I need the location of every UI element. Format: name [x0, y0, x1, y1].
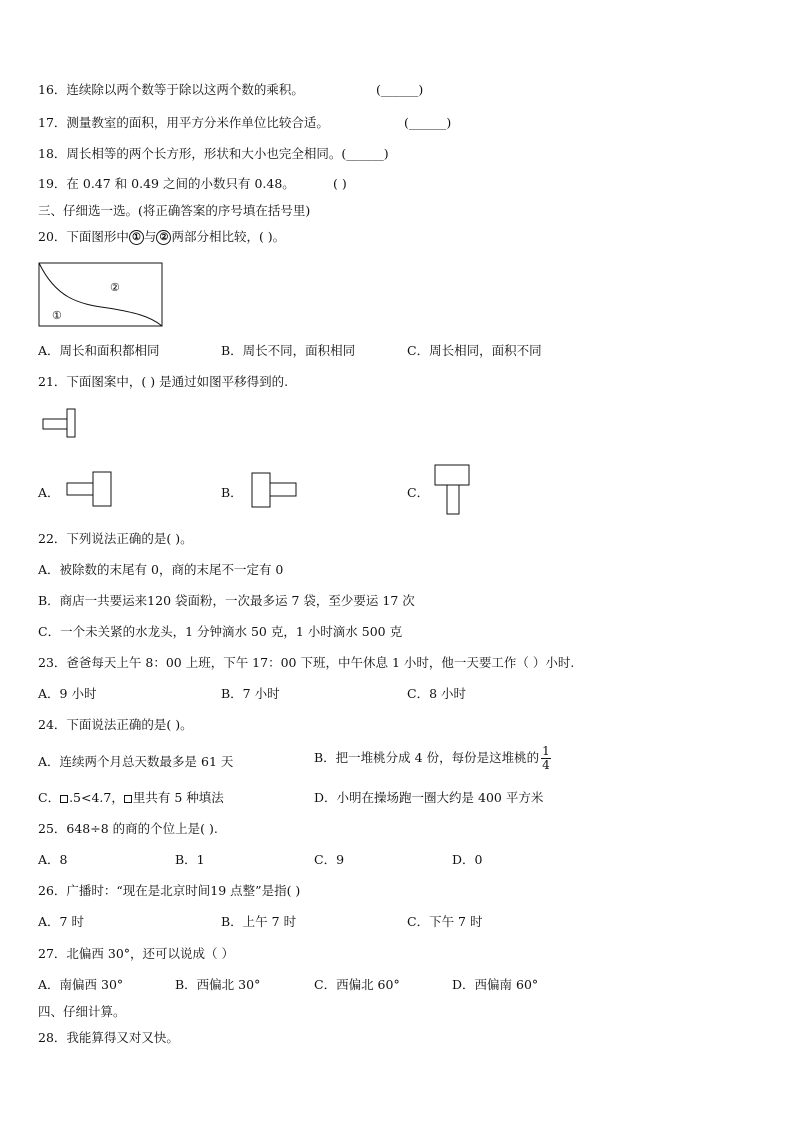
question-number: 22．	[38, 531, 67, 546]
question-text: 下面说法正确的是( )。	[66, 717, 193, 732]
question-17	[38, 115, 329, 131]
option-a: A．被除数的末尾有 0，商的末尾不一定有 0	[38, 562, 284, 577]
question-text: 我能算得又对又快。	[66, 1030, 179, 1045]
option-a: A．	[38, 485, 60, 500]
question-number: 17．	[38, 115, 67, 130]
option-a: A．7 时	[38, 914, 84, 929]
question-22	[38, 531, 193, 547]
option-a-shape	[66, 471, 114, 507]
answer-blank: (______)	[404, 115, 452, 130]
option-b: B．西偏北 30°	[175, 977, 261, 992]
question-number: 27．	[38, 946, 67, 961]
question-19	[38, 176, 295, 192]
question-23	[38, 655, 574, 671]
question-text: 爸爸每天上午 8：00 上班，下午 17：00 下班，中午休息 1 小时，他一天要工作（ ）小时.	[66, 655, 575, 670]
answer-blank: ( )	[333, 176, 347, 191]
option-b-text: B．把一堆桃分成 4 份，每份是这堆桃的	[314, 750, 540, 765]
question-text: 周长相等的两个长方形，形状和大小也完全相同。	[66, 146, 342, 161]
question-text: 下面图形中	[66, 229, 129, 244]
question-text: 下列说法正确的是( )。	[66, 531, 193, 546]
option-b-shape	[251, 472, 301, 508]
question-text: 广播时：“现在是北京时间19 点整”是指( )	[66, 883, 301, 898]
fraction-denominator: 4	[542, 758, 550, 772]
question-text: 测量教室的面积，用平方分米作单位比较合适。	[66, 115, 329, 130]
option-c: C．9	[314, 852, 345, 867]
circled-1: ①	[129, 230, 144, 245]
fraction-one-quarter	[541, 745, 551, 772]
question-text: 在 0.47 和 0.49 之间的小数只有 0.48。	[66, 176, 295, 191]
blank-box-icon	[60, 795, 68, 803]
question-26	[38, 883, 300, 899]
question-16	[38, 82, 304, 98]
option-c: C．西偏北 60°	[314, 977, 400, 992]
option-c-label: C．	[38, 790, 61, 805]
section-heading-4: 四、仔细计算。	[38, 1004, 126, 1019]
blank-box-icon	[124, 795, 132, 803]
question-number: 26．	[38, 883, 67, 898]
option-b: B．周长不同，面积相同	[221, 343, 356, 358]
option-d: D．0	[452, 852, 483, 867]
option-b: B．7 小时	[221, 686, 280, 701]
option-c: C．下午 7 时	[407, 914, 483, 929]
question-18	[38, 146, 389, 162]
option-b: B．1	[175, 852, 205, 867]
option-c: C．8 小时	[407, 686, 466, 701]
option-c	[38, 790, 224, 806]
question-27	[38, 946, 234, 962]
question-24	[38, 717, 193, 733]
option-a: A．周长和面积都相同	[38, 343, 160, 358]
question-number: 24．	[38, 717, 67, 732]
option-a: A．9 小时	[38, 686, 97, 701]
question-number: 19．	[38, 176, 67, 191]
option-c-text: 里共有 5 种填法	[132, 790, 224, 805]
question-number: 28．	[38, 1030, 67, 1045]
region-1-label: ①	[52, 309, 62, 322]
circled-2: ②	[156, 230, 171, 245]
option-c: C．一个未关紧的水龙头，1 分钟滴水 50 克，1 小时滴水 500 克	[38, 624, 403, 639]
question-text: 两部分相比较，( )。	[171, 229, 286, 244]
question-28	[38, 1030, 179, 1046]
answer-blank: (______)	[376, 82, 424, 97]
question-number: 20．	[38, 229, 67, 244]
fraction-numerator: 1	[542, 744, 550, 758]
option-d: D．小明在操场跑一圈大约是 400 平方米	[314, 790, 544, 805]
question-number: 25．	[38, 821, 67, 836]
region-comparison-figure	[38, 262, 164, 328]
question-20	[38, 229, 285, 245]
question-text: 与	[143, 229, 157, 244]
option-c-text: .5<4.7，	[69, 790, 124, 805]
question-number: 18．	[38, 146, 67, 161]
question-number: 21．	[38, 374, 67, 389]
option-b	[314, 744, 551, 772]
question-number: 16．	[38, 82, 67, 97]
option-a: A．南偏西 30°	[38, 977, 124, 992]
answer-blank: (______)	[341, 146, 389, 161]
option-d: D．西偏南 60°	[452, 977, 539, 992]
option-b: B．	[221, 485, 243, 500]
option-a: A．连续两个月总天数最多是 61 天	[38, 754, 234, 769]
question-text: 下面图案中，( ) 是通过如图平移得到的.	[66, 374, 289, 389]
region-2-label: ②	[110, 281, 120, 294]
question-text: 北偏西 30°，还可以说成（ ）	[66, 946, 235, 961]
option-a: A．8	[38, 852, 68, 867]
option-b: B．商店一共要运来120 袋面粉，一次最多运 7 袋，至少要运 17 次	[38, 593, 415, 608]
section-heading-3: 三、仔细选一选。(将正确答案的序号填在括号里)	[38, 203, 311, 218]
original-shape-figure	[42, 408, 76, 438]
question-25	[38, 821, 218, 837]
option-b: B．上午 7 时	[221, 914, 297, 929]
option-c: C．周长相同，面积不同	[407, 343, 542, 358]
question-21	[38, 374, 288, 390]
option-c-shape	[434, 464, 472, 516]
option-c: C．	[407, 485, 430, 500]
question-text: 648÷8 的商的个位上是( ).	[66, 821, 218, 836]
question-number: 23．	[38, 655, 67, 670]
question-text: 连续除以两个数等于除以这两个数的乘积。	[66, 82, 304, 97]
